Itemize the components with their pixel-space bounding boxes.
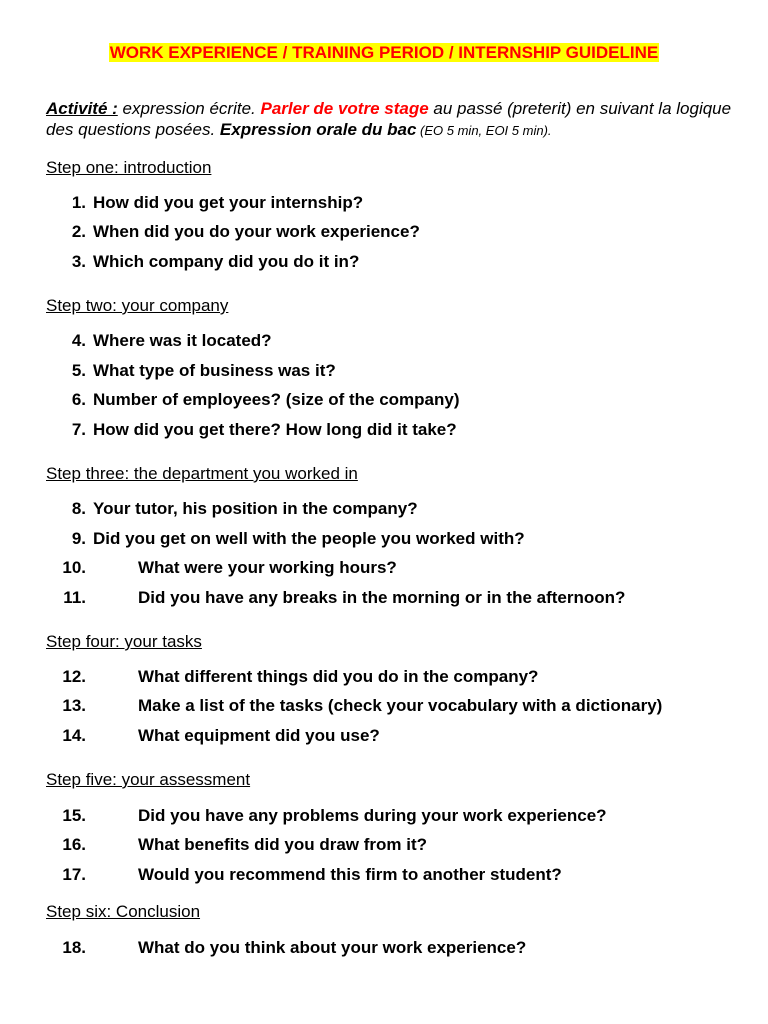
question-text: Did you get on well with the people you worked with? (93, 529, 525, 548)
question-text: What different things did you do in the company? (138, 667, 539, 686)
question-number: 2. (71, 222, 86, 241)
question-number: 14. (62, 726, 86, 745)
question-number: 6. (71, 390, 86, 409)
question-text: Where was it located? (93, 331, 272, 350)
document-title-text: WORK EXPERIENCE / TRAINING PERIOD / INTERNSHIP GUIDELINE (109, 43, 659, 62)
question-text: Would you recommend this firm to another student? (138, 865, 562, 884)
activity-durations: (EO 5 min, EOI 5 min). (416, 123, 552, 138)
question-text: What were your working hours? (138, 558, 397, 577)
question-text: When did you do your work experience? (93, 222, 420, 241)
question-number: 1. (71, 193, 86, 212)
question-number: 12. (62, 667, 86, 686)
question-text: Which company did you do it in? (93, 252, 360, 271)
activity-instructions (46, 98, 736, 141)
document-title (0, 42, 768, 64)
question-number: 9. (71, 529, 86, 548)
step-heading-1: Step one: introduction (46, 158, 212, 177)
question-text: Did you have any breaks in the morning or in the afternoon? (138, 588, 626, 607)
question-text: Make a list of the tasks (check your vocabulary with a dictionary) (138, 696, 663, 715)
question-number: 11. (63, 588, 86, 607)
question-text: What equipment did you use? (138, 726, 380, 745)
step-heading-6: Step six: Conclusion (46, 902, 201, 921)
question-text: How did you get your internship? (93, 193, 364, 212)
question-number: 16. (62, 835, 86, 854)
question-text: What do you think about your work experience? (138, 938, 527, 957)
question-text: What type of business was it? (93, 361, 336, 380)
question-number: 4. (71, 331, 86, 350)
step-heading-3: Step three: the department you worked in (46, 464, 358, 483)
activity-text-2: au passé (preterit) en suivant la logique des questions posées. (46, 99, 732, 139)
step-heading-5: Step five: your assessment (46, 770, 251, 789)
step-heading-2: Step two: your company (46, 296, 229, 315)
question-number: 5. (71, 361, 86, 380)
activity-label: Activité : (46, 99, 118, 118)
question-number: 8. (71, 499, 86, 518)
activity-highlight: Parler de votre stage (260, 99, 429, 118)
question-number: 18. (62, 938, 86, 957)
question-number: 7. (71, 420, 86, 439)
question-text: Did you have any problems during your work experience? (138, 806, 607, 825)
activity-text-1: expression écrite. (117, 99, 261, 118)
question-number: 17. (62, 865, 86, 884)
step-heading-4: Step four: your tasks (46, 632, 202, 651)
question-text: Number of employees? (size of the company) (93, 390, 460, 409)
question-text: How did you get there? How long did it take? (93, 420, 457, 439)
question-text: Your tutor, his position in the company? (93, 499, 418, 518)
question-number: 10. (62, 558, 86, 577)
question-number: 15. (62, 806, 86, 825)
question-number: 3. (71, 252, 86, 271)
question-text: What benefits did you draw from it? (138, 835, 427, 854)
question-number: 13. (62, 696, 86, 715)
activity-oral-exam: Expression orale du bac (219, 120, 417, 139)
